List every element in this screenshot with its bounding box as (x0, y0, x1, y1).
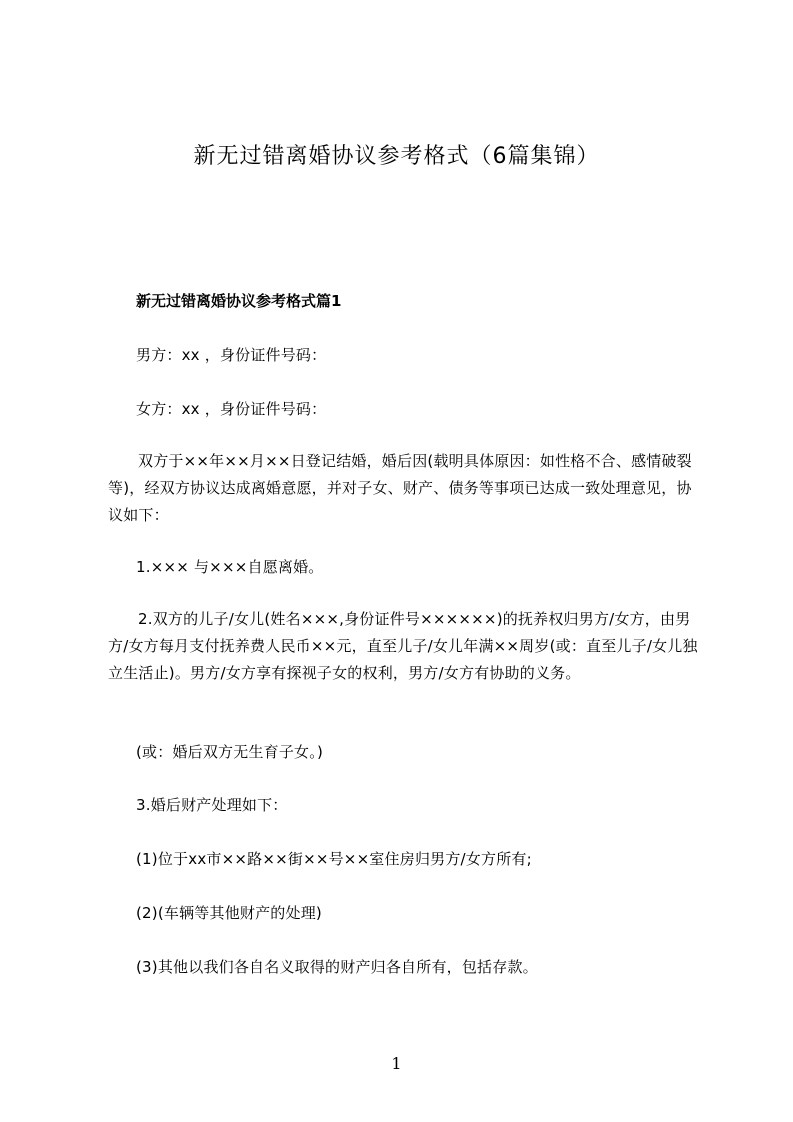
page-number: 1 (391, 1054, 402, 1073)
section-heading: 新无过错离婚协议参考格式篇1 (136, 292, 342, 310)
paragraph-marriage-statement: 双方于××年××月××日登记结婚，婚后因(载明具体原因：如性格不合、感情破裂等)，经双方协议达成离婚意愿，并对子女、财产、债务等事项已达成一致处理意见，协议如下： (108, 452, 692, 524)
paragraph-property-3: (3)其他以我们各自名义取得的财产归各自所有，包括存款。 (136, 958, 538, 976)
paragraph-female-party: 女方：xx ，身份证件号码： (136, 400, 327, 418)
document-title: 新无过错离婚协议参考格式（6篇集锦） (193, 144, 600, 169)
paragraph-property-1: (1)位于xx市××路××街××号××室住房归男方/女方所有; (136, 850, 532, 868)
paragraph-no-children-note: (或：婚后双方无生育子女。) (136, 743, 324, 761)
paragraph-clause-3: 3.婚后财产处理如下： (136, 796, 288, 814)
paragraph-male-party: 男方：xx ，身份证件号码： (136, 346, 327, 364)
paragraph-clause-2-custody: 2.双方的儿子/女儿(姓名×××,身份证件号××××××)的抚养权归男方/女方，由男方/女方每月支付抚养费人民币××元，直至儿子/女儿年满××周岁(或：直至儿子/女儿独立生活止)。男方/女方享有探视子女的权利，男方/女方有协助的义务。 (108, 610, 698, 682)
paragraph-clause-1: 1.××× 与×××自愿离婚。 (136, 558, 324, 576)
paragraph-property-2: (2)(车辆等其他财产的处理) (136, 904, 322, 922)
